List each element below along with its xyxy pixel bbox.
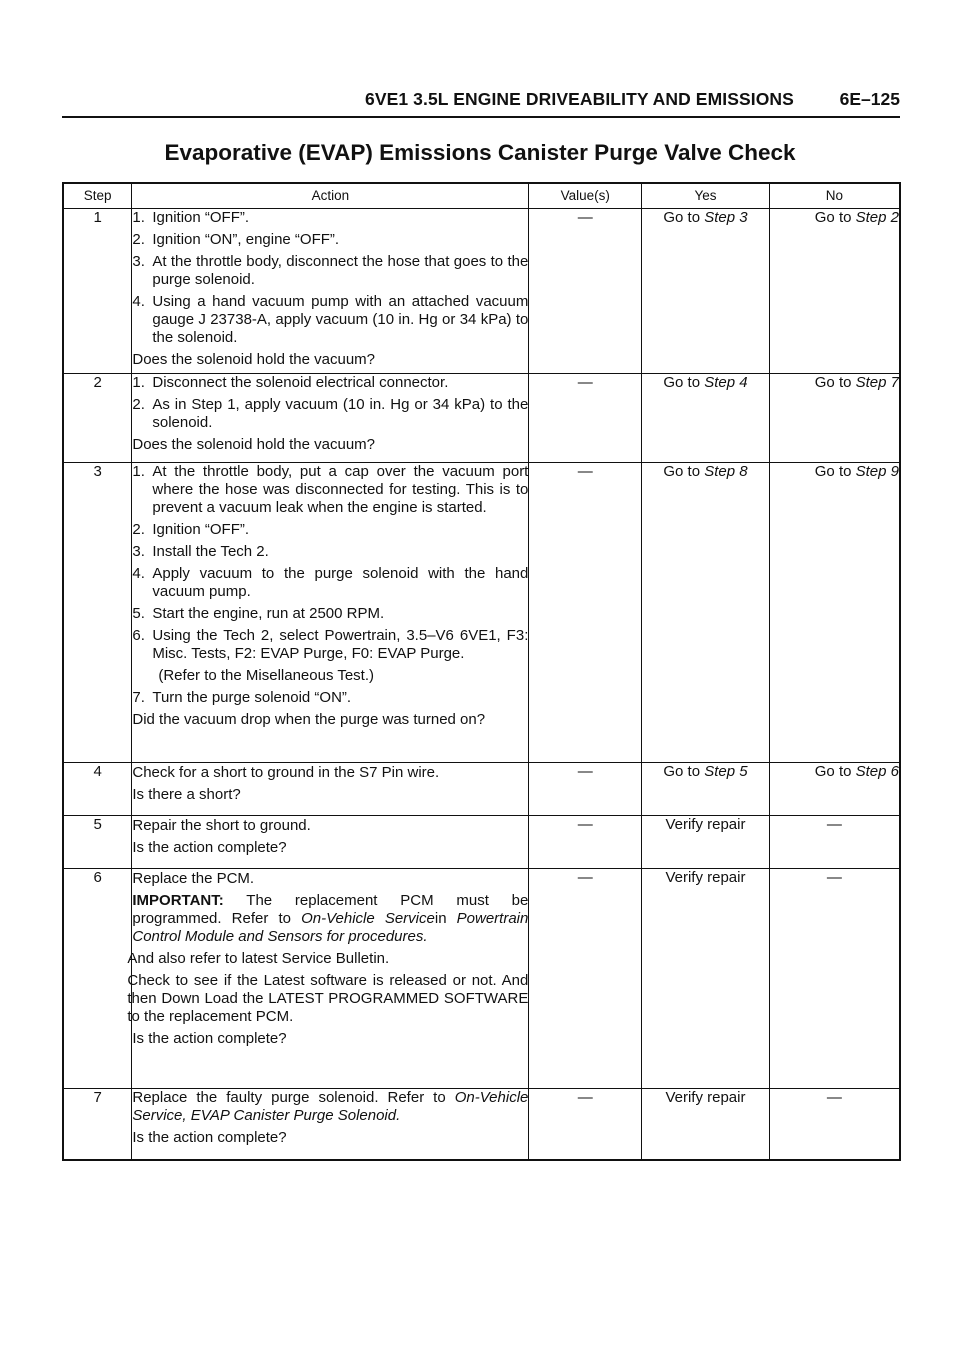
- action-text: Replace the faulty purge solenoid. Refer to On-Vehicle Service, EVAP Canister Purge Solenoid.: [132, 1089, 529, 1124]
- step-number: 4: [63, 763, 132, 816]
- action-cell: [132, 374, 529, 463]
- no-cell: Go to Step 2: [769, 209, 900, 374]
- bulletin-note: And also refer to latest Service Bulletin.: [127, 950, 390, 967]
- action-item: 7. Turn the purge solenoid “ON”.: [132, 689, 352, 706]
- section-title: 6VE1 3.5L ENGINE DRIVEABILITY AND EMISSIONS: [365, 89, 794, 109]
- no-cell: Go to Step 6: [769, 763, 900, 816]
- no-cell: —: [769, 816, 900, 869]
- action-item: 2. As in Step 1, apply vacuum (10 in. Hg or 34 kPa) to the solenoid.: [132, 396, 529, 431]
- table-row: [63, 763, 900, 816]
- action-cell: [132, 463, 529, 763]
- page-header: [62, 86, 900, 118]
- no-cell: Go to Step 9: [769, 463, 900, 763]
- table-row: [63, 374, 900, 463]
- value-cell: —: [529, 1089, 642, 1160]
- step-number: 5: [63, 816, 132, 869]
- action-item: 2. Ignition “ON”, engine “OFF”.: [132, 231, 340, 248]
- action-text: Repair the short to ground.: [132, 817, 311, 834]
- action-item: 4. Using a hand vacuum pump with an attached vacuum gauge J 23738-A, apply vacuum (10 in. Hg or 34 kPa) to the solenoid.: [132, 293, 529, 346]
- action-list: [132, 463, 528, 707]
- action-list: [132, 209, 528, 347]
- table-row: [63, 869, 900, 1089]
- no-cell: Go to Step 7: [769, 374, 900, 463]
- column-header-yes: Yes: [642, 183, 770, 209]
- no-cell: —: [769, 1089, 900, 1160]
- action-item: 4. Apply vacuum to the purge solenoid with the hand vacuum pump.: [132, 565, 529, 600]
- step-number: 7: [63, 1089, 132, 1160]
- action-text: Replace the PCM.: [132, 870, 255, 887]
- step-number: 2: [63, 374, 132, 463]
- question: Is the action complete?: [132, 1129, 287, 1146]
- action-cell: [127, 869, 529, 1089]
- document-title: Evaporative (EVAP) Emissions Canister Purge Valve Check: [164, 140, 796, 165]
- action-item: 5. Start the engine, run at 2500 RPM.: [132, 605, 385, 622]
- table-header-row: [63, 183, 900, 209]
- column-header-action: Action: [132, 183, 529, 209]
- table-row: [63, 816, 900, 869]
- important-note: IMPORTANT: The replacement PCM must be programmed. Refer to On-Vehicle Servicein Powertrain Control Module and Sensors for procedures.: [132, 892, 529, 945]
- yes-cell: Verify repair: [642, 869, 770, 1089]
- question: Did the vacuum drop when the purge was turned on?: [132, 711, 486, 728]
- column-header-no: No: [769, 183, 900, 209]
- yes-cell: Verify repair: [642, 816, 770, 869]
- question: Does the solenoid hold the vacuum?: [132, 436, 376, 453]
- table-row: [63, 1089, 900, 1160]
- step-number: 1: [63, 209, 132, 374]
- step-number: 3: [63, 463, 132, 763]
- action-list: [132, 374, 528, 432]
- column-header-step: Step: [63, 183, 132, 209]
- action-item: 1. Ignition “OFF”.: [132, 209, 250, 226]
- action-item: 3. At the throttle body, disconnect the hose that goes to the purge solenoid.: [132, 253, 529, 288]
- action-item: 6. Using the Tech 2, select Powertrain, 3.5–V6 6VE1, F3: Misc. Tests, F2: EVAP Purge, F0: EVAP Purge. (Refer to the Misellaneous Test.): [132, 627, 529, 684]
- action-item: 1. At the throttle body, put a cap over the vacuum port where the hose was disconnected for testing. This is to prevent a vacuum leak when the engine is started.: [132, 463, 529, 516]
- important-label: IMPORTANT:: [132, 892, 224, 909]
- page-number: 6E–125: [839, 89, 900, 109]
- action-cell: [132, 209, 529, 374]
- action-cell: [132, 1089, 529, 1160]
- action-item: 2. Ignition “OFF”.: [132, 521, 250, 538]
- table-row: [63, 209, 900, 374]
- question: Is the action complete?: [132, 1030, 287, 1047]
- question: Is there a short?: [132, 786, 241, 803]
- action-item: 1. Disconnect the solenoid electrical connector.: [132, 374, 449, 391]
- diagnostic-table: [62, 182, 901, 1161]
- yes-cell: Verify repair: [642, 1089, 770, 1160]
- value-cell: —: [529, 463, 642, 763]
- value-cell: —: [529, 816, 642, 869]
- value-cell: —: [529, 374, 642, 463]
- software-note: Check to see if the Latest software is released or not. And then Down Load the LATEST PROGRAMMED SOFTWARE to the replacement PCM.: [127, 972, 529, 1025]
- value-cell: —: [529, 763, 642, 816]
- action-item: 3. Install the Tech 2.: [132, 543, 269, 560]
- action-cell: [132, 816, 529, 869]
- yes-cell: Go to Step 3: [642, 209, 770, 374]
- value-cell: —: [529, 209, 642, 374]
- yes-cell: Go to Step 4: [642, 374, 770, 463]
- yes-cell: Go to Step 5: [642, 763, 770, 816]
- question: Does the solenoid hold the vacuum?: [132, 351, 376, 368]
- question: Is the action complete?: [132, 839, 287, 856]
- table-row: [63, 463, 900, 763]
- step-number: 6: [63, 869, 132, 1089]
- no-cell: —: [769, 869, 900, 1089]
- yes-cell: Go to Step 8: [642, 463, 770, 763]
- column-header-values: Value(s): [529, 183, 642, 209]
- value-cell: —: [529, 869, 642, 1089]
- action-text: Check for a short to ground in the S7 Pin wire.: [132, 764, 440, 781]
- action-cell: [132, 763, 529, 816]
